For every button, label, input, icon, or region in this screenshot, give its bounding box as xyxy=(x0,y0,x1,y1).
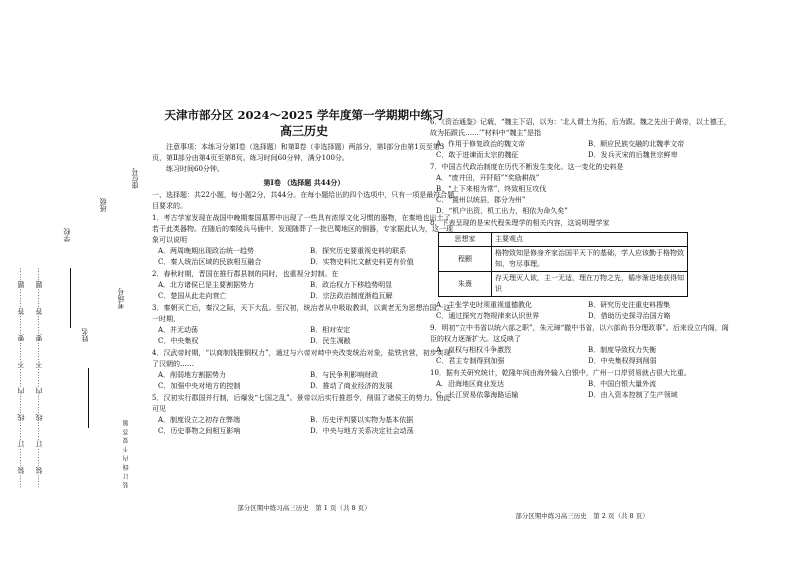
question-stem: 5．汉初实行郡国并行制，后爆发“七国之乱”。景帝以后实行推恩令，削弱了诸侯王的势力。由此可见 xyxy=(152,394,451,413)
option-d[interactable]: D．中央与地方关系决定社会动荡 xyxy=(310,427,414,435)
cut-line-inner: ·····装·······订·······线·······内·······不·······要·······答·······题····· xyxy=(35,267,43,488)
field-line-school[interactable] xyxy=(70,268,71,328)
option-a[interactable]: A．“废井田，开阡陌”“奖励耕战” xyxy=(436,174,540,182)
question-1 xyxy=(152,213,456,268)
section-instruction: 一、选择题：共22小题，每小题2分，共44分。在每小题给出的四个选项中，只有一项是最符合题目要求的。 xyxy=(152,191,455,210)
table-header-view: 主要观点 xyxy=(492,233,688,247)
table-cell: 朱熹 xyxy=(439,272,492,297)
question-10 xyxy=(430,368,734,401)
question-2 xyxy=(152,269,456,302)
option-c[interactable]: C．长江贸易依靠海路运输 xyxy=(436,391,519,399)
option-c[interactable]: C．通过探究万物规律来认识世界 xyxy=(436,312,540,320)
option-d[interactable]: D．借助历史探寻治国方略 xyxy=(588,312,671,320)
option-d[interactable]: D．发兵灭宋的后魏世宗鲜卑 xyxy=(588,151,678,159)
cut-warning: 装 订 线 内 不 要 答 题 xyxy=(123,419,130,488)
option-d[interactable]: D．民生凋敝 xyxy=(310,337,351,345)
table-header-thinker: 思想家 xyxy=(439,233,492,247)
option-b[interactable]: B．探究历史要重视史料的联系 xyxy=(310,247,407,255)
option-b[interactable]: B．研究历史注重史料搜集 xyxy=(588,301,671,309)
option-d[interactable]: D．中央集权得到削弱 xyxy=(588,357,657,365)
table-row xyxy=(439,272,688,297)
option-a[interactable]: A．主张学史时须重视道德教化 xyxy=(436,301,533,309)
question-stem: 9．明初“立中书省以统六部之职”，朱元璋“撤中书省，以六部尚书分理政事”。后来设立内阁，阁臣的权力逐渐扩大。这反映了 xyxy=(430,324,729,343)
question-9 xyxy=(430,323,734,367)
field-label-room: 考场号 xyxy=(117,288,125,309)
option-c[interactable]: C．历史事物之间相互影响 xyxy=(158,427,241,435)
exam-subtitle: 高三历史 xyxy=(279,124,328,138)
option-a[interactable]: A．制度设立之初存在弊端 xyxy=(158,416,241,424)
question-stem: 7．中国古代政治制度在历代不断发生变化。这一变化的史料是 xyxy=(430,163,624,171)
question-stem: 2．春秋时期，晋国在推行郡县制的同时，也重视分封制。在 xyxy=(152,270,339,278)
option-b[interactable]: B．“上下来相为常”，终致相互攻伐 xyxy=(436,185,547,193)
option-c[interactable]: C．中央集权 xyxy=(158,337,199,345)
option-a[interactable]: A．削弱地方割据势力 xyxy=(158,371,227,379)
option-c[interactable]: C．君主专制得到加强 xyxy=(436,357,505,365)
field-label-name: 姓名 xyxy=(81,328,89,342)
field-label-class: 班级 xyxy=(99,198,107,212)
question-3 xyxy=(152,303,456,347)
question-8 xyxy=(430,218,734,322)
option-b[interactable]: B．相对安定 xyxy=(310,326,351,334)
option-d[interactable]: D．实物史料比文献史料更有价值 xyxy=(310,258,414,266)
question-stem: 1．考古学家发现在战国中晚期秦国墓葬中出现了一些具有浓厚文化习惯的器物，在秦地也出土了若干此类器物。在随后的秦陵兵马俑中，发现随葬了一批巴蜀地区的铜器，专家据此认为，这一现象可以说明 xyxy=(152,214,453,244)
option-d[interactable]: D．宗法政治制度渐趋瓦解 xyxy=(310,292,393,300)
question-4 xyxy=(152,348,456,392)
page-footer: 部分区期中练习高三历史 第 2 页（共 8 页） xyxy=(515,512,649,520)
option-c[interactable]: C．“置州以统县，郡分为州” xyxy=(436,196,526,204)
option-d[interactable]: D．推动了商业经济的发展 xyxy=(310,382,393,390)
cut-line-outer: ·····装·······订·······线·······内·······不·······要·······答·······题····· xyxy=(17,267,25,488)
table-cell: 格物致知是修身齐家治国平天下的基础，学人应该勤于格物致知，穷尽事理。 xyxy=(492,247,688,272)
option-b[interactable]: B．顺应民族交融的北魏孝文帝 xyxy=(588,140,685,148)
page-footer: 部分区期中练习高三历史 第 1 页（共 8 页） xyxy=(237,504,371,512)
field-label-school: 学校 xyxy=(63,228,71,242)
option-d[interactable]: D．“机户出资，机工出力，相依为命久矣” xyxy=(436,207,568,215)
page-2 xyxy=(430,116,734,520)
option-b[interactable]: B．中国白银大量外流 xyxy=(588,380,657,388)
table-row xyxy=(439,247,688,272)
question-stem: 3．秦朝灭亡后，秦汉之际，天下大乱。至汉初，统治者从中吸取教训，以黄老无为思想治国。这一时期， xyxy=(152,304,451,323)
question-6 xyxy=(430,117,734,161)
exam-notes: 注意事项：本练习分第Ⅰ卷（选择题）和第Ⅱ卷（非选择题）两部分，第Ⅰ部分由第1页至第3页，第Ⅱ部分由第4页至第8页。练习时间60分钟，满分100分。 xyxy=(152,143,445,162)
section-heading: 第Ⅰ卷 （选择题 共44分） xyxy=(263,178,345,187)
option-c[interactable]: C．加强中央对地方的控制 xyxy=(158,382,241,390)
option-a[interactable]: A．作用于修复政治的魏文帝 xyxy=(436,140,526,148)
option-b[interactable]: B．与民争利影响财政 xyxy=(310,371,379,379)
exam-notes-time: 练习时间60分钟。 xyxy=(166,165,224,173)
option-a[interactable]: A．沿海地区商业发达 xyxy=(436,380,505,388)
field-label-seat: 座位号 xyxy=(131,168,139,189)
exam-title: 天津市部分区 2024～2025 学年度第一学期期中练习 xyxy=(164,108,444,122)
question-stem: 6．《资治通鉴》记载，“魏主下诏，以为：‘北人谓土为拓，后为跋。魏之先出于黄帝，以土德王，故为拓跋氏……’”材料中“魏主”是指 xyxy=(430,118,731,137)
option-a[interactable]: A．两周晚期出现政治统一趋势 xyxy=(158,247,255,255)
table-cell: 存天理灭人欲，主一无适，理在万物之先，循序渐进地获得知识 xyxy=(492,272,688,297)
option-c[interactable]: C．敢于进谏而太宗的魏征 xyxy=(436,151,519,159)
table-cell: 程颢 xyxy=(439,247,492,272)
binding-margin xyxy=(14,78,142,488)
page-1 xyxy=(152,108,456,512)
question-7 xyxy=(430,162,734,217)
option-b[interactable]: B．政治权力下移趋势明显 xyxy=(310,281,393,289)
table-row xyxy=(439,233,688,247)
question-5 xyxy=(152,393,456,437)
option-b[interactable]: B．制度导致权力失衡 xyxy=(588,346,657,354)
option-a[interactable]: A．北方诸侯已是主要割据势力 xyxy=(158,281,255,289)
option-a[interactable]: A．皇权与相权斗争激烈 xyxy=(436,346,512,354)
question-8-table xyxy=(438,232,688,297)
option-c[interactable]: C．秦人统治区域的民族相互融合 xyxy=(158,258,262,266)
option-b[interactable]: B．历史评判要以实物为基本依据 xyxy=(310,416,414,424)
option-d[interactable]: D．由入资本控制了生产领域 xyxy=(588,391,678,399)
question-stem: 10．据有关研究统计，乾隆年间由海外输入白银中，广州一口岸贸易就占很大比重。 xyxy=(430,369,691,377)
field-line-name[interactable] xyxy=(88,368,89,428)
option-a[interactable]: A．并无动荡 xyxy=(158,326,199,334)
question-stem: 4．汉武帝时期，“以商制钱推铜权力”，通过与六帝对峙中央改变统治对象，盐铁官营，初步实现了汉朝的…… xyxy=(152,349,451,368)
option-c[interactable]: C．楚国从此走向衰亡 xyxy=(158,292,227,300)
question-stem: 8．下表呈现的是宋代程朱理学的相关内容，这说明理学家 xyxy=(430,219,610,227)
